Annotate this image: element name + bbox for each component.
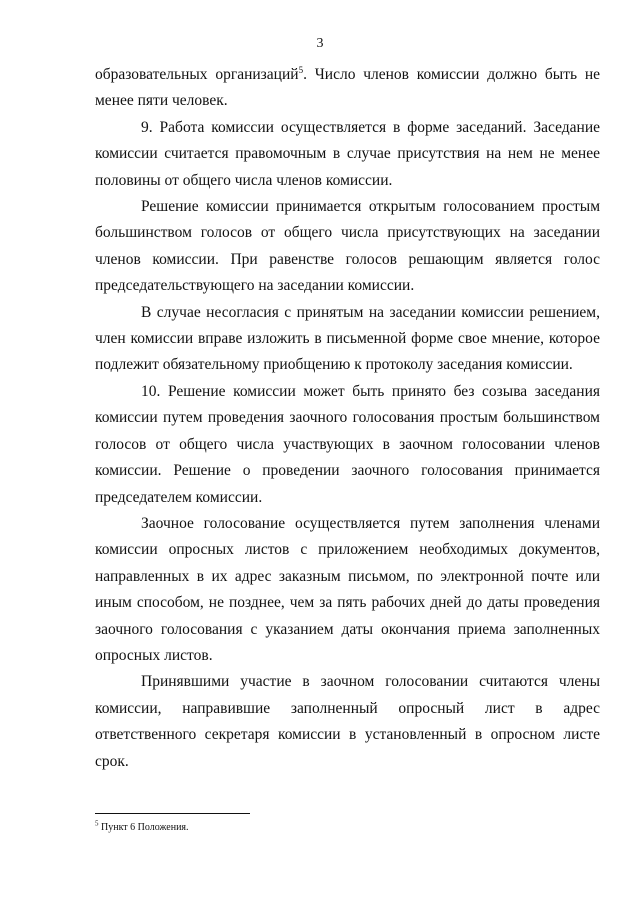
- paragraph-item-10: 10. Решение комиссии может быть принято без созыва заседания комиссии путем проведения заочного голосования простым большинством голосов от общего числа участвующих в заочном голосовании членов комиссии. Решение о проведении заочного голосования принимается председателем комиссии.: [95, 382, 600, 506]
- footnote-number: 5: [95, 819, 99, 828]
- page-number: 3: [316, 36, 324, 51]
- paragraph-text-start: образовательных организаций: [95, 66, 299, 83]
- paragraph-participants: Принявшими участие в заочном голосовании считаются члены комиссии, направившие заполненный опросный лист в адрес ответственного секретаря комиссии в установленный в опросном листе срок.: [95, 673, 600, 770]
- paragraph-text-end: . Число членов комиссии должно быть не менее пяти человек.: [95, 66, 600, 110]
- footnote-reference[interactable]: 5: [298, 64, 304, 75]
- footnote-text: Пункт 6 Положения.: [101, 822, 189, 833]
- paragraph-item-9: 9. Работа комиссии осуществляется в форме заседаний. Заседание комиссии считается правомочным в случае присутствия на нем не менее половины от общего числа членов комиссии.: [95, 118, 600, 189]
- paragraph-continuation: [95, 62, 600, 115]
- footnote-separator: [95, 813, 250, 814]
- body-text: [95, 62, 600, 775]
- paragraph-absentee-voting: Заочное голосование осуществляется путем заполнения членами комиссии опросных листов с приложением необходимых документов, направленных в их адрес заказным письмом, по электронной почте или иным способом, не позднее, чем за пять рабочих дней до даты проведения заочного голосования с указанием даты окончания приема заполненных опросных листов.: [95, 514, 600, 664]
- paragraph-decision-voting: Решение комиссии принимается открытым голосованием простым большинством голосов от общего числа присутствующих на заседании членов комиссии. При равенстве голосов решающим является голос председательствующего на заседании комиссии.: [95, 198, 600, 295]
- paragraph-disagreement: В случае несогласия с принятым на заседании комиссии решением, член комиссии вправе изложить в письменной форме свое мнение, которое подлежит обязательному приобщению к протоколу заседания комиссии.: [95, 303, 600, 374]
- footnote: [95, 821, 600, 834]
